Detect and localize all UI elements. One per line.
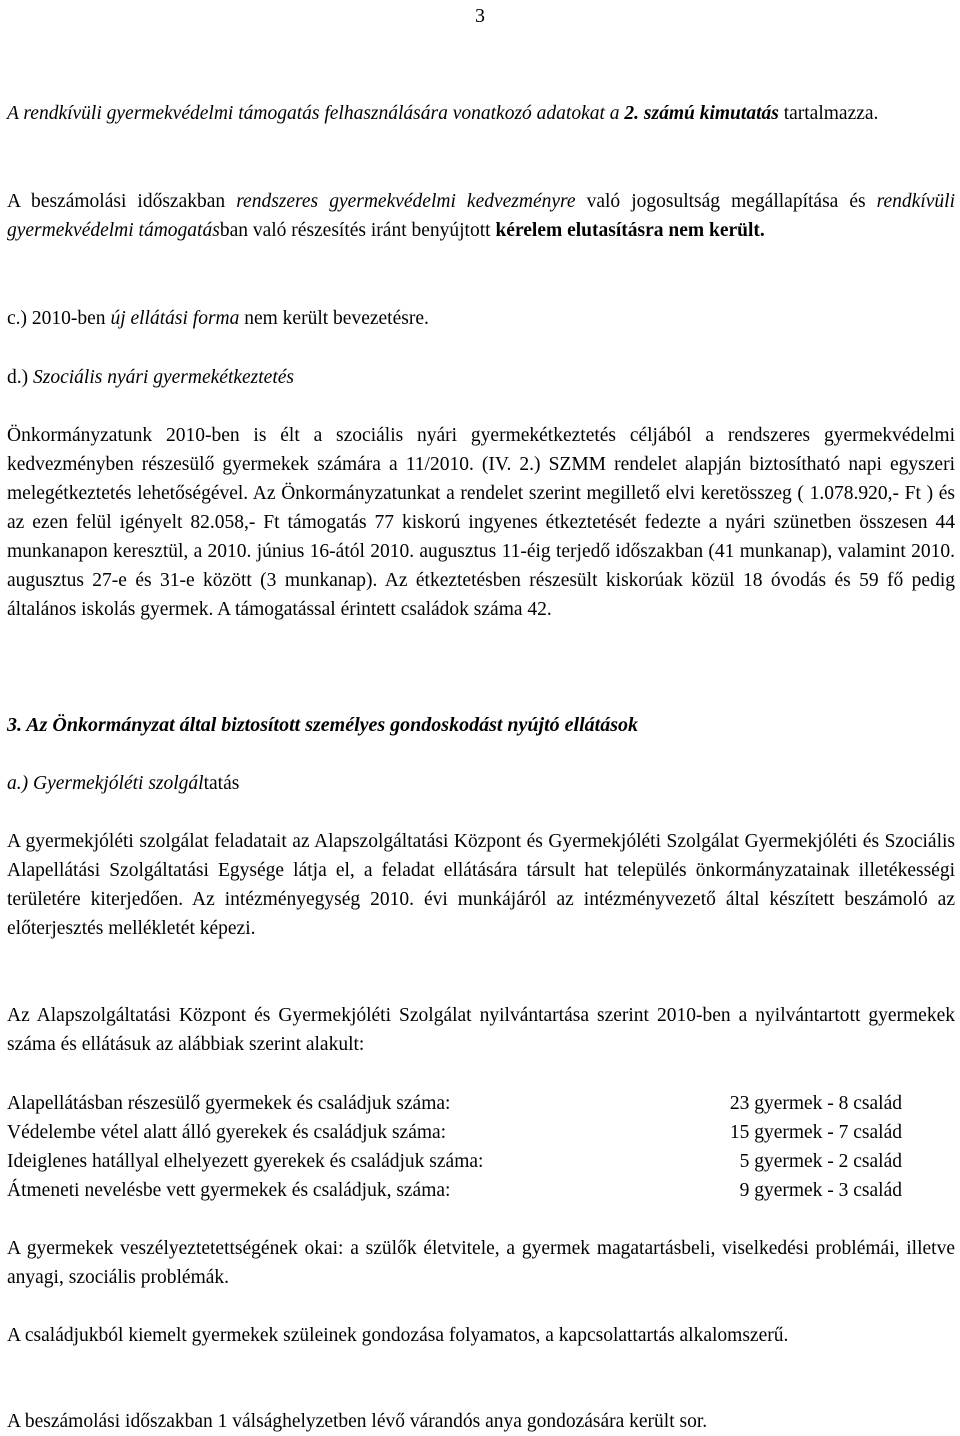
text-span: A rendkívüli gyermekvédelmi támogatás felhasználására vonatkozó adatokat a xyxy=(7,103,625,124)
page-number: 3 xyxy=(475,5,485,27)
text-span: való jogosultság megállapítása és xyxy=(575,191,877,212)
subheading-d-summer-meals xyxy=(7,363,955,392)
text-span: c.) 2010-ben xyxy=(7,308,111,329)
paragraph-summer-meals: Önkormányzatunk 2010-ben is élt a szociális nyári gyermekétkeztetés céljából a rendszeres gyermekvédelmi kedvezményben részesülő gyermekek számára a 11/2010. (IV. 2.) SZMM rendelet alapján biztosítható napi egyszeri melegétkeztetés lehetőségével. Az Önkormányzatunkat a rendelet szerint megillető elvi keretösszeg ( 1.078.920,- Ft ) és az ezen felül igényelt 82.058,- Ft támogatás 77 kiskorú ingyenes étkeztetését fedezte a nyári szünetben összesen 44 munkanapon keresztül, a 2010. június 16-ától 2010. augusztus 11-éig terjedő időszakban (41 munkanap), valamint 2010. augusztus 27-e és 31-e között (3 munkanap). Az étkeztetésben részesült kiskorúak közül 18 óvodás és 59 fő pedig általános iskolás gyermek. A támogatással érintett családok száma 42. xyxy=(7,425,955,620)
paragraph-c-new-service xyxy=(7,304,955,333)
paragraph-parent-care: A családjukból kiemelt gyermekek szüleinek gondozása folyamatos, a kapcsolattartás alkalomszerű. xyxy=(7,1325,789,1346)
text-span: tartalmazza. xyxy=(778,103,879,124)
list-item-label: Átmeneti nevelésbe vett gyermekek és családjuk, száma: xyxy=(7,1180,451,1201)
list-item xyxy=(7,1089,947,1118)
text-span-italic: Szociális nyári gyermekétkeztetés xyxy=(33,367,294,388)
subheading-a-child-welfare xyxy=(7,769,955,798)
list-item-label: Védelembe vétel alatt álló gyerekek és családjuk száma: xyxy=(7,1122,447,1143)
text-span: nem került bevezetésre. xyxy=(239,308,429,329)
paragraph-support-usage xyxy=(7,99,955,128)
paragraph-crisis-mother: A beszámolási időszakban 1 válsághelyzetben lévő várandós anya gondozására került sor. xyxy=(7,1411,708,1432)
paragraph-risk-causes: A gyermekek veszélyeztetettségének okai: a szülők életvitele, a gyermek magatartásbeli, viselkedési problémái, illetve anyagi, szociális problémák. xyxy=(7,1238,955,1288)
list-item-value: 15 gyermek - 7 család xyxy=(729,1122,902,1143)
text-span-bold: kérelem elutasításra nem került. xyxy=(495,220,765,241)
list-item-value: 9 gyermek - 3 család xyxy=(739,1180,902,1201)
text-span: tatás xyxy=(203,773,240,794)
paragraph-registry-intro: Az Alapszolgáltatási Központ és Gyermekjóléti Szolgálat nyilvántartása szerint 2010-ben a nyilvántartott gyermekek száma és ellátásuk az alábbiak szerint alakult: xyxy=(7,1005,955,1055)
list-item-value: 5 gyermek - 2 család xyxy=(739,1151,902,1172)
paragraph-child-welfare-service: A gyermekjóléti szolgálat feladatait az Alapszolgáltatási Központ és Gyermekjóléti Szolgálat Gyermekjóléti és Szociális Alapellátási Szolgáltatási Egysége látja el, a feladat ellátására társult hat település önkormányzatainak illetékességi területére kiterjedően. Az intézményegység 2010. évi munkájáról az intézményvezető által készített beszámoló az előterjesztés mellékletét képezi. xyxy=(7,831,955,939)
paragraph-rejections xyxy=(7,187,955,245)
text-span-italic: rendszeres gyermekvédelmi kedvezményre xyxy=(236,191,576,212)
text-span-italic: rendkívüli gyermekvédelmi támogatás xyxy=(7,191,955,241)
list-item-label: Ideiglenes hatállyal elhelyezett gyerekek és családjuk száma: xyxy=(7,1151,484,1172)
list-item-label: Alapellátásban részesülő gyermekek és családjuk száma: xyxy=(7,1093,451,1114)
list-item-value: 23 gyermek - 8 család xyxy=(729,1093,902,1114)
text-span-bold: 2. számú kimutatás xyxy=(624,103,779,124)
list-item xyxy=(7,1118,947,1147)
text-span-italic: a.) Gyermekjóléti szolgál xyxy=(7,773,204,794)
list-item xyxy=(7,1176,947,1205)
list-item xyxy=(7,1147,947,1176)
text-span: A beszámolási időszakban xyxy=(7,191,237,212)
section-heading-3: 3. Az Önkormányzat által biztosított személyes gondoskodást nyújtó ellátások xyxy=(7,714,638,736)
text-span: d.) xyxy=(7,367,33,388)
text-span: ban való részesítés iránt benyújtott xyxy=(219,220,496,241)
text-span-italic: új ellátási forma xyxy=(110,308,240,329)
